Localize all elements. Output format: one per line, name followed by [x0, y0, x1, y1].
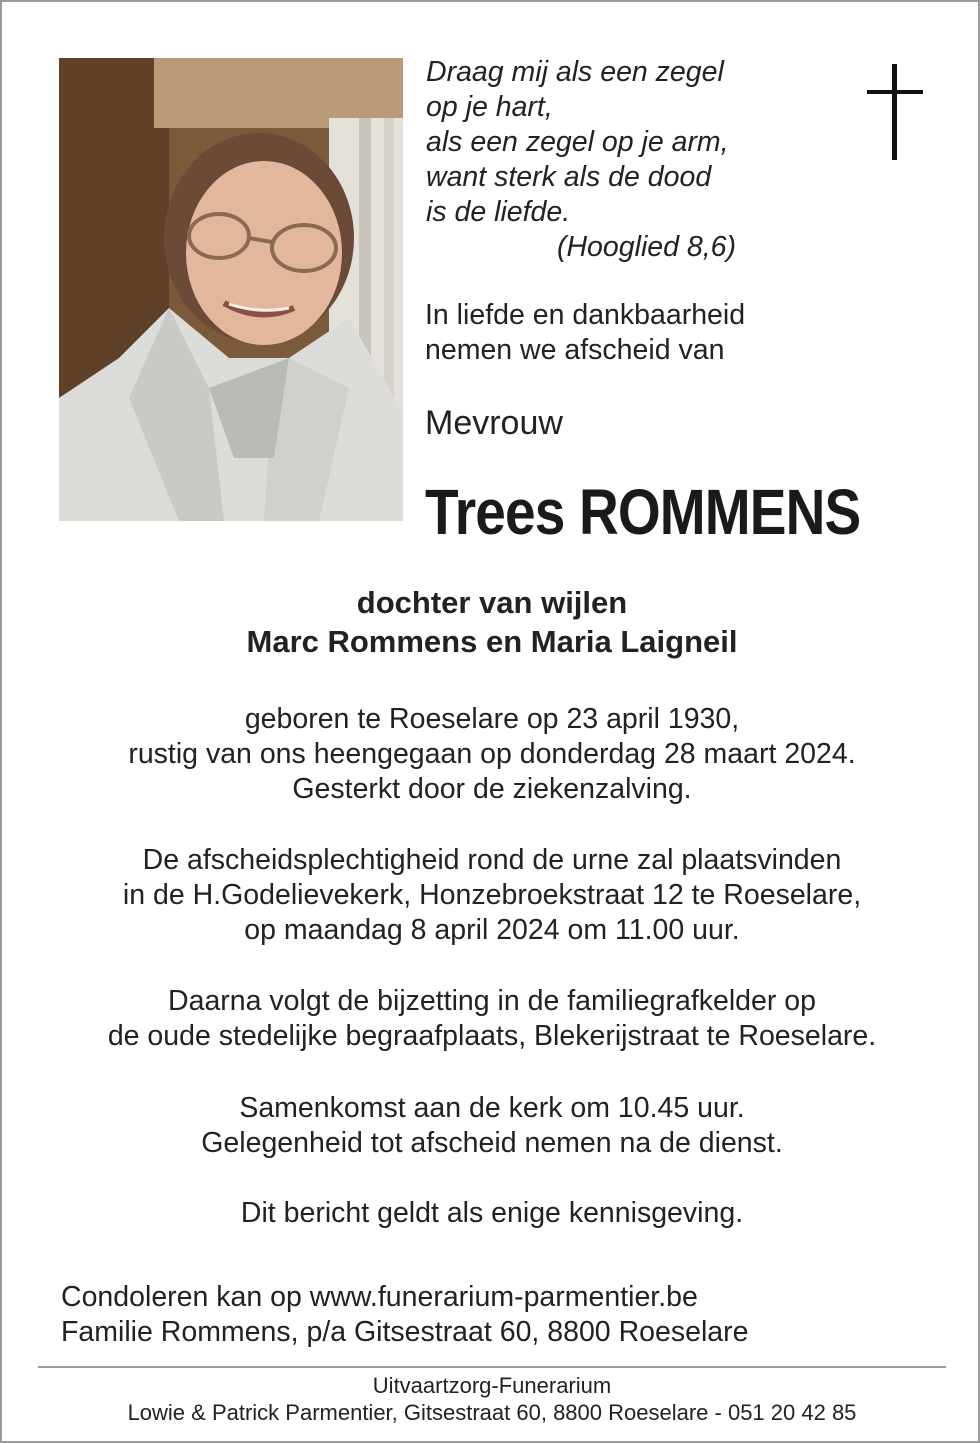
birth-death-block: [2, 702, 980, 807]
contact-block: [61, 1280, 748, 1350]
gathering-block: [2, 1091, 980, 1161]
salutation: Mevrouw: [425, 404, 563, 442]
intro-text: [425, 298, 745, 368]
interment-line: de oude stedelijke begraafplaats, Blekerijstraat te Roeselare.: [107, 1020, 877, 1052]
family-address-line: Familie Rommens, p/a Gitsestraat 60, 8800 Roeselare: [61, 1316, 749, 1348]
interment-block: [2, 984, 980, 1054]
ceremony-line: in de H.Godelievekerk, Honzebroekstraat 12 te Roeselare,: [122, 879, 862, 911]
verse-line: op je hart,: [426, 91, 553, 123]
notice-text: Dit bericht geldt als enige kennisgeving.: [240, 1197, 744, 1229]
parents-block: [2, 583, 980, 661]
latin-cross-icon: [867, 64, 923, 160]
ceremony-line: op maandag 8 april 2024 om 11.00 uur.: [244, 914, 740, 946]
gathering-line: Gelegenheid tot afscheid nemen na de dienst.: [201, 1127, 783, 1159]
footer-divider: [38, 1366, 946, 1368]
deceased-name: Trees ROMMENS: [425, 476, 861, 548]
ceremony-block: [2, 843, 980, 948]
condolence-line[interactable]: Condoleren kan op www.funerarium-parmentier.be: [61, 1281, 698, 1313]
funeral-home-footer: [2, 1372, 980, 1426]
birth-death-line: Gesterkt door de ziekenzalving.: [292, 773, 692, 805]
bible-verse: [426, 55, 766, 265]
verse-line: is de liefde.: [426, 196, 571, 228]
birth-death-line: rustig van ons heengegaan op donderdag 28 maart 2024.: [128, 738, 856, 770]
verse-line: want sterk als de dood: [426, 161, 712, 193]
verse-line: Draag mij als een zegel: [426, 56, 724, 88]
interment-line: Daarna volgt de bijzetting in de familiegrafkelder op: [168, 985, 816, 1017]
portrait-photo: [59, 58, 403, 521]
footer-line: Lowie & Patrick Parmentier, Gitsestraat 60, 8800 Roeselare - 051 20 42 85: [127, 1400, 857, 1425]
verse-reference: (Hooglied 8,6): [556, 231, 736, 263]
parents-line: Marc Rommens en Maria Laigneil: [246, 624, 738, 659]
parents-line: dochter van wijlen: [356, 585, 628, 620]
intro-line: nemen we afscheid van: [425, 334, 725, 366]
footer-line: Uitvaartzorg-Funerarium: [372, 1373, 612, 1398]
gathering-line: Samenkomst aan de kerk om 10.45 uur.: [239, 1092, 745, 1124]
intro-line: In liefde en dankbaarheid: [425, 299, 746, 331]
ceremony-line: De afscheidsplechtigheid rond de urne zal plaatsvinden: [142, 844, 842, 876]
birth-death-line: geboren te Roeselare op 23 april 1930,: [244, 703, 740, 735]
verse-line: als een zegel op je arm,: [426, 126, 729, 158]
